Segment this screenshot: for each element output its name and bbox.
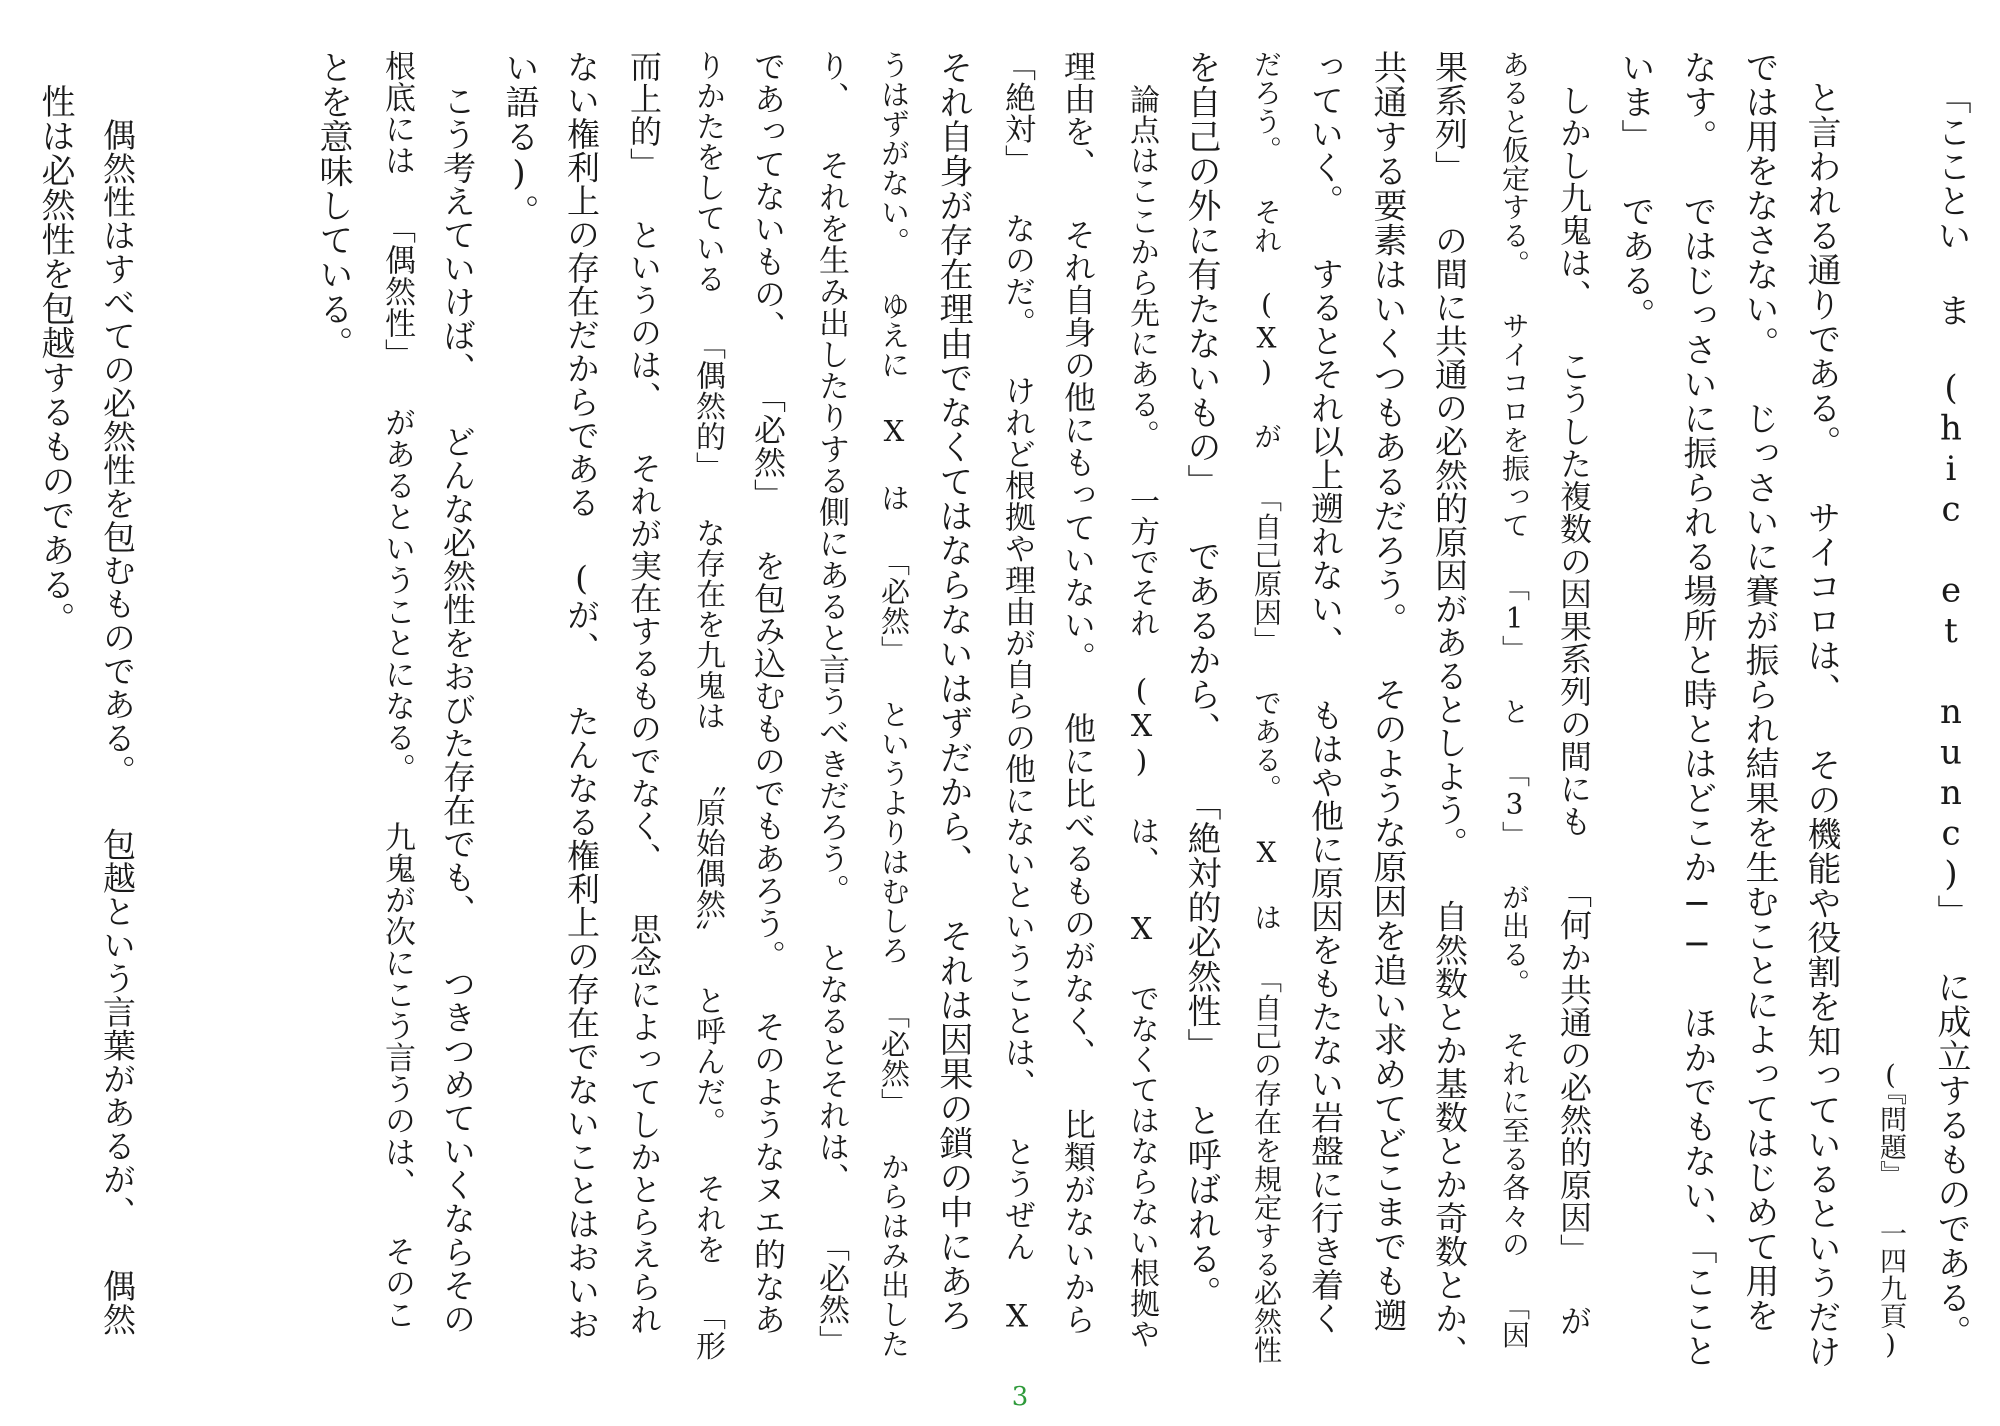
text-line: 而上的」 というのは、 それが実在するものでなく、 思念によってしかとらえられ — [625, 50, 663, 1336]
text-line: りかたをしている 「偶然的」 な存在を九鬼は 〝原始偶然〟 と呼んだ。 それを 「形 — [690, 50, 725, 1361]
text-line: それ自身が存在理由でなくてはならないはずだから、 それは因果の鎖の中にあろ — [933, 50, 973, 1333]
text-line: と言われる通りである。 サイコロは、 その機能や役割を知っているというだけ — [1801, 80, 1841, 1369]
text-line: とを意味している。 — [313, 50, 353, 361]
text-line: だろう。 それ (X) が 「自己原因」 である。 X は 「自己の存在を規定する必然性 — [1250, 50, 1283, 1364]
text-line: を自己の外に有たないもの」 であるから、 「絶対的必然性」 と呼ばれる。 — [1181, 50, 1221, 1310]
quote-line: 「こことい ま (hic et nunc)」 に成立するものである。 — [1931, 80, 1971, 1349]
text-line: こう考えていけば、 どんな必然性をおびた存在でも、 つきつめていくならその — [438, 84, 477, 1336]
text-line: 根底には 「偶然性」 があるということになる。 九鬼が次にこう言うのは、 そのこ — [379, 50, 415, 1330]
citation: (『問題』 一四九頁) — [1875, 1060, 1906, 1361]
text-line: 論点はここから先にある。 一方でそれ (X) は、 X でなくてはならない根拠や — [1124, 84, 1159, 1349]
quote-line: 性は必然性を包越するものである。 — [35, 84, 75, 636]
text-line: 果系列」 の間に共通の必然的原因があるとしよう。 自然数とか基数とか奇数とか、 — [1430, 50, 1469, 1369]
quote-line: 偶然性はすべての必然性を包むものである。 包越という言葉があるが、 偶然 — [98, 118, 137, 1336]
text-line: い語る)。 — [499, 50, 539, 229]
text-line: 「絶対」 なのだ。 けれど根拠や理由が自らの他にないということは、 とうぜん X — [999, 50, 1035, 1335]
text-line: ない権利上の存在だからである (が、 たんなる権利上の存在でないことはおいお — [562, 50, 601, 1341]
text-line: うはずがない。 ゆえに X は 「必然」 というよりはむしろ 「必然」 からはみ出した — [877, 50, 911, 1359]
text-line: あると仮定する。 サイコロを振って 「1」 と 「3」 が出る。 それに至る各々の 「因 — [1498, 50, 1531, 1349]
text-line: いま」 である。 — [1615, 50, 1655, 332]
text-line: っていく。 するとそれ以上遡れない、 もはや他に原因をもたない岩盤に行き着く — [1306, 50, 1345, 1335]
text-line: 共通する要素はいくつもあるだろう。 そのような原因を追い求めてどこまでも遡 — [1367, 50, 1407, 1333]
text-line: では用をなさない。 じっさいに賽が振られ結果を生むことによってはじめて用を — [1739, 50, 1779, 1333]
text-line: 理由を、 それ自身の他にもっていない。 他に比べるものがなく、 比類がないから — [1059, 50, 1097, 1336]
text-line: しかし九鬼は、 こうした複数の因果系列の間にも 「何か共通の必然的原因」 が — [1555, 84, 1593, 1337]
page-number: 3 — [1011, 1382, 1029, 1412]
text-line: なす。 ではじっさいに振られる場所と時とはどこか── ほかでもない、「ここと — [1677, 50, 1717, 1368]
text-line: であってないもの、 「必然」 を包み込むものでもあろう。 そのようなヌエ的なあ — [749, 50, 787, 1336]
text-line: り、 それを生み出したりする側にあると言うべきだろう。 となるとそれは、 「必然」 — [813, 50, 849, 1357]
